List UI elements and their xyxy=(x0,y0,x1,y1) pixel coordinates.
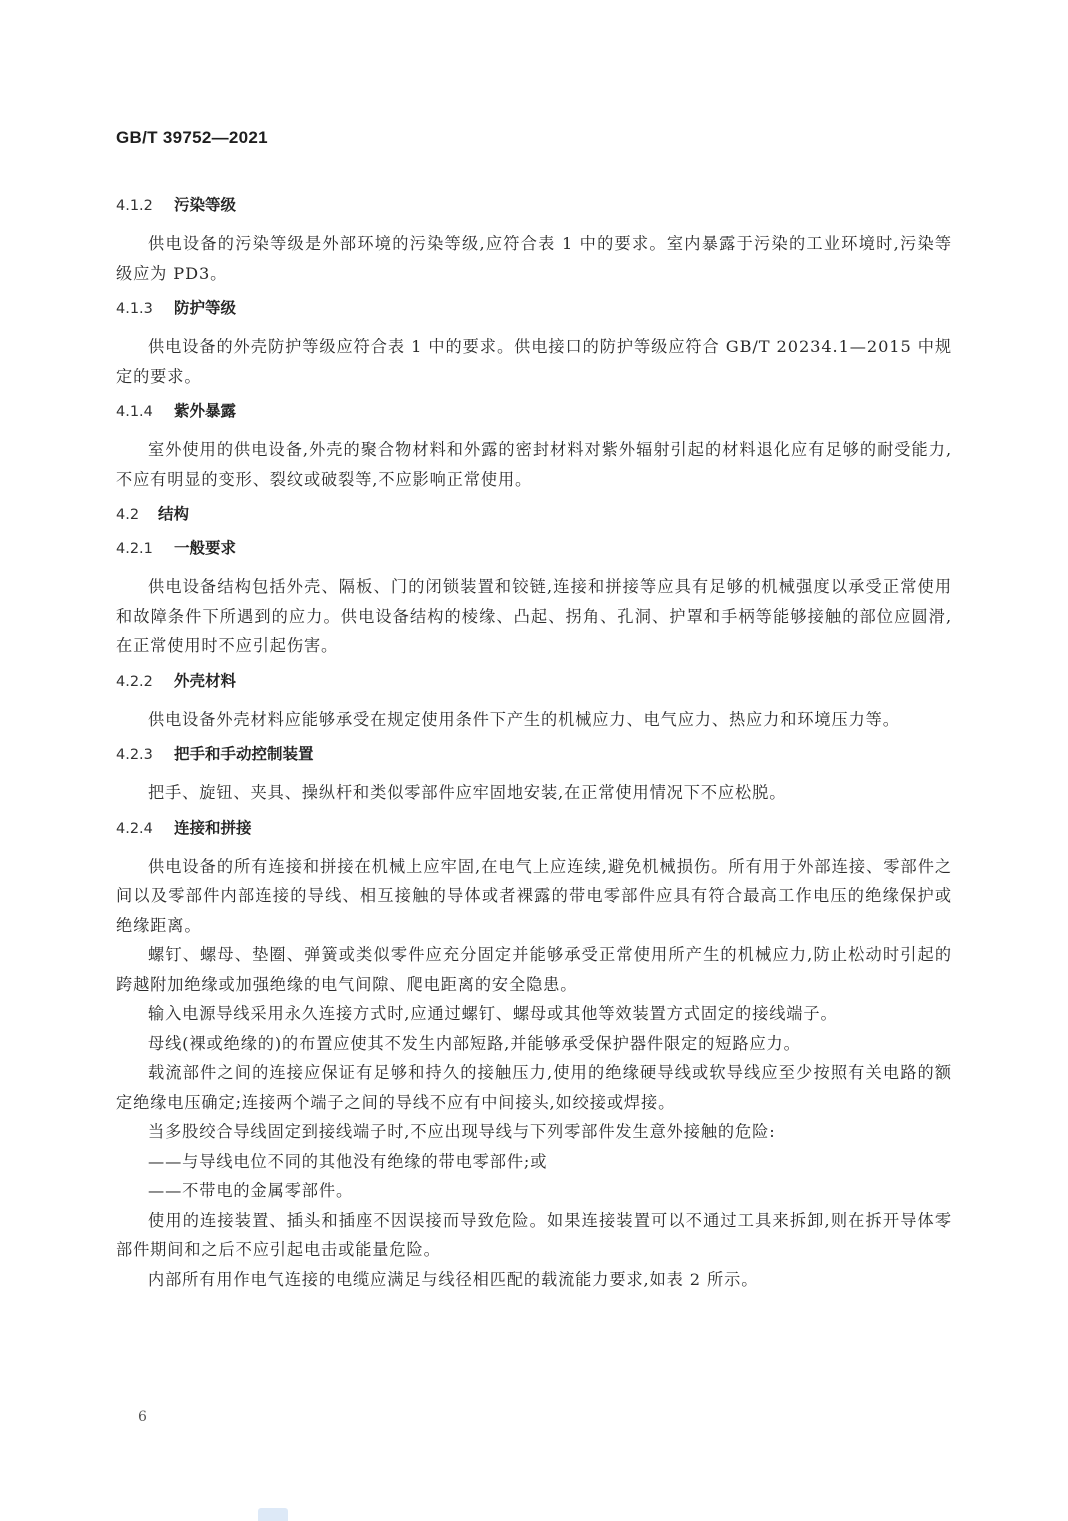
section-heading xyxy=(116,504,952,526)
paragraph: ——与导线电位不同的其他没有绝缘的带电零部件;或 xyxy=(148,1151,548,1171)
paragraph: 输入电源导线采用永久连接方式时,应通过螺钉、螺母或其他等效装置方式固定的接线端子。 xyxy=(148,1004,838,1023)
section-title: 防护等级 xyxy=(174,300,237,317)
section-number: 4.1.3 xyxy=(116,301,153,317)
paragraph: ——不带电的金属零部件。 xyxy=(148,1181,354,1200)
section-heading xyxy=(116,298,952,320)
paragraph: 室外使用的供电设备,外壳的聚合物材料和外露的密封材料对紫外辐射引起的材料退化应有足够的耐受能力,不应有明显的变形、裂纹或破裂等,不应影响正常使用。 xyxy=(116,440,952,489)
section-heading xyxy=(116,671,952,693)
section-title: 一般要求 xyxy=(174,540,237,557)
paragraph: 把手、旋钮、夹具、操纵杆和类似零部件应牢固地安装,在正常使用情况下不应松脱。 xyxy=(148,783,787,802)
page-number: 6 xyxy=(138,1409,147,1425)
document-body xyxy=(116,190,952,1294)
paragraph: 使用的连接装置、插头和插座不因误接而导致危险。如果连接装置可以不通过工具来拆卸,则在拆开导体零部件期间和之后不应引起电击或能量危险。 xyxy=(116,1210,952,1259)
section-title: 连接和拼接 xyxy=(174,819,252,837)
section-number: 4.2.2 xyxy=(116,673,153,690)
section-number: 4.2.3 xyxy=(116,747,153,763)
paragraph: 内部所有用作电气连接的电缆应满足与线径相匹配的载流能力要求,如表 2 所示。 xyxy=(148,1269,759,1289)
section-heading xyxy=(116,744,952,766)
section-heading xyxy=(116,401,952,423)
section-heading xyxy=(116,818,952,840)
paragraph: 供电设备的外壳防护等级应符合表 1 中的要求。供电接口的防护等级应符合 GB/T 20234.1—2015 中规定的要求。 xyxy=(116,337,952,386)
section-number: 4.1.2 xyxy=(116,198,153,214)
standard-code: GB/T 39752—2021 xyxy=(116,128,268,147)
paragraph: 供电设备的污染等级是外部环境的污染等级,应符合表 1 中的要求。室内暴露于污染的工业环境时,污染等级应为 PD3。 xyxy=(116,234,952,283)
section-title: 污染等级 xyxy=(174,197,237,214)
paragraph: 母线(裸或绝缘的)的布置应使其不发生内部短路,并能够承受保护器件限定的短路应力。 xyxy=(148,1033,801,1053)
paragraph: 载流部件之间的连接应保证有足够和持久的接触压力,使用的绝缘硬导线或软导线应至少按照有关电路的额定绝缘电压确定;连接两个端子之间的导线不应有中间接头,如绞接或焊接。 xyxy=(116,1063,952,1112)
paragraph: 供电设备结构包括外壳、隔板、门的闭锁装置和铰链,连接和拼接等应具有足够的机械强度以承受正常使用和故障条件下所遇到的应力。供电设备结构的棱缘、凸起、拐角、孔洞、护罩和手柄等能够接触的部位应圆滑,在正常使用时不应引起伤害。 xyxy=(116,577,952,655)
paragraph: 供电设备外壳材料应能够承受在规定使用条件下产生的机械应力、电气应力、热应力和环境压力等。 xyxy=(148,709,900,729)
paragraph: 螺钉、螺母、垫圈、弹簧或类似零件应充分固定并能够承受正常使用所产生的机械应力,防止松动时引起的跨越附加绝缘或加强绝缘的电气间隙、爬电距离的安全隐患。 xyxy=(116,945,952,994)
section-number: 4.2.1 xyxy=(116,541,153,557)
section-heading xyxy=(116,195,952,217)
section-heading xyxy=(116,538,952,560)
paragraph: 当多股绞合导线固定到接线端子时,不应出现导线与下列零部件发生意外接触的危险: xyxy=(148,1122,776,1141)
paragraph: 供电设备的所有连接和拼接在机械上应牢固,在电气上应连续,避免机械损伤。所有用于外部连接、零部件之间以及零部件内部连接的导线、相互接触的导体或者裸露的带电零部件应具有符合最高工作电压的绝缘保护或绝缘距离。 xyxy=(116,856,952,935)
section-title: 外壳材料 xyxy=(174,672,237,690)
section-number: 4.1.4 xyxy=(116,404,153,420)
section-title: 紫外暴露 xyxy=(174,403,237,420)
section-title: 结构 xyxy=(158,506,190,523)
scan-artifact xyxy=(258,1508,288,1521)
section-number: 4.2.4 xyxy=(116,820,153,837)
section-number: 4.2 xyxy=(116,507,140,523)
section-title: 把手和手动控制装置 xyxy=(174,746,314,763)
